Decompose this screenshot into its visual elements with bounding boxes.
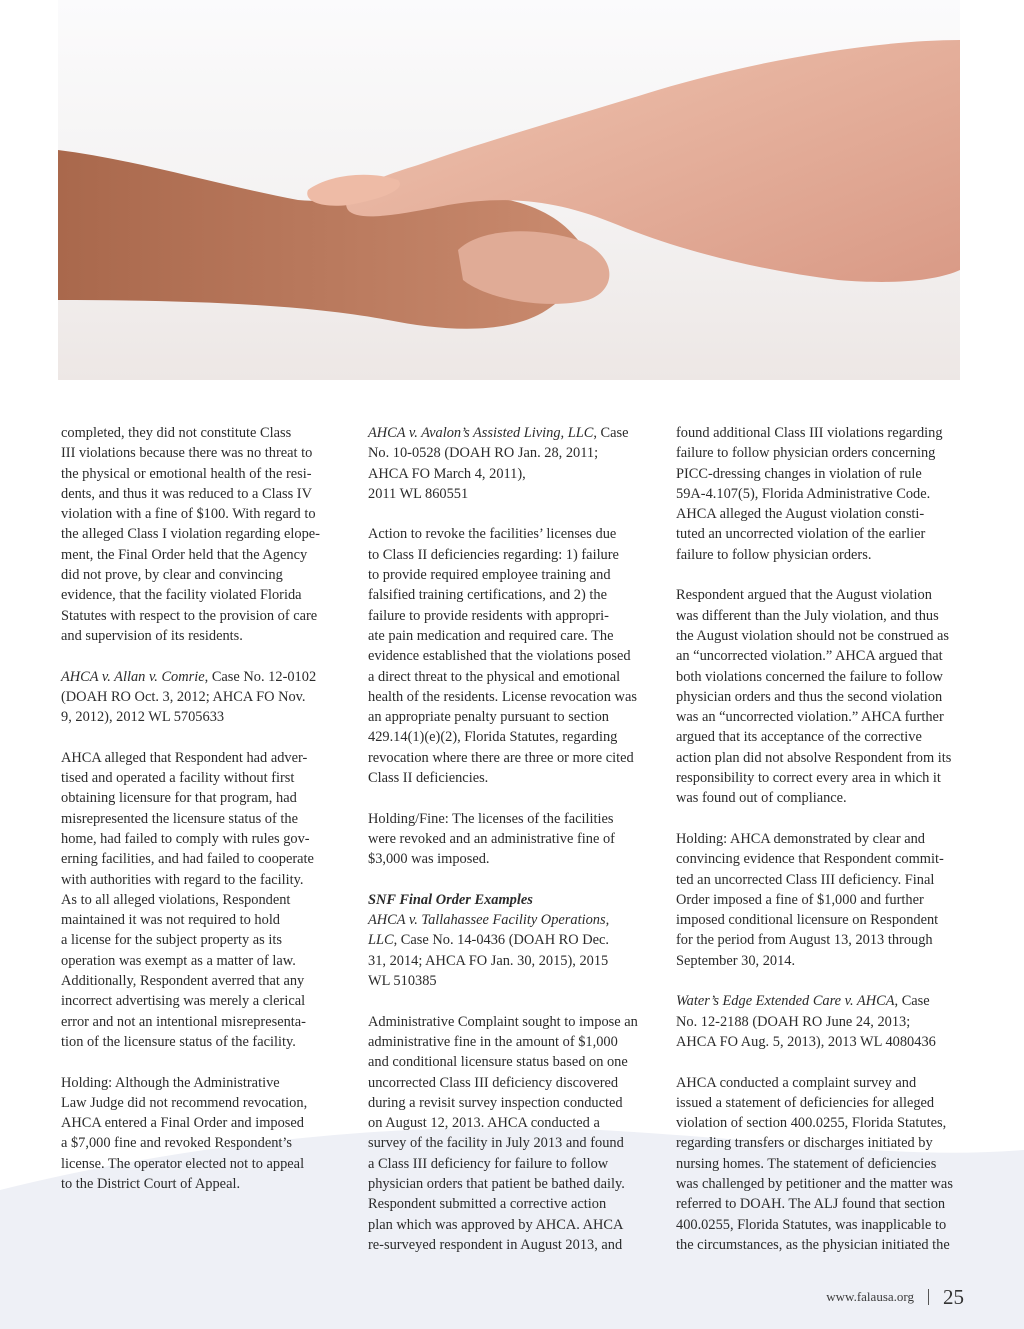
paragraph	[676, 423, 976, 565]
text-line: on August 12, 2013. AHCA conducted a	[368, 1115, 600, 1132]
text-line: referred to DOAH. The ALJ found that section	[676, 1196, 946, 1213]
text-line: Respondent argued that the August violation	[676, 587, 932, 604]
text-line: operation was exempt as a matter of law.	[61, 952, 296, 969]
case-citation	[368, 890, 668, 991]
text-line: the circumstances, as the physician initiated the	[676, 1236, 950, 1253]
text-line: Administrative Complaint sought to impose an	[368, 1013, 638, 1030]
text-line: ted an uncorrected Class III deficiency. Final	[676, 871, 935, 888]
text-line: regarding transfers or discharges initiated by	[676, 1135, 933, 1152]
text-fragment: , Case	[894, 993, 930, 1010]
text-fragment: , Case	[593, 425, 629, 441]
text-line: tised and operated a facility without first	[61, 770, 295, 787]
case-name: LLC	[368, 932, 394, 949]
text-line: 429.14(1)(e)(2), Florida Statutes, regarding	[368, 729, 618, 746]
text-line: convincing evidence that Respondent commit-	[676, 851, 944, 868]
text-line	[61, 667, 361, 687]
text-line: No. 10-0528 (DOAH RO Jan. 28, 2011;	[368, 445, 599, 462]
text-line: Order imposed a fine of $1,000 and further	[676, 891, 924, 908]
footer-divider	[928, 1289, 929, 1305]
text-line: issued a statement of deficiencies for alleged	[676, 1094, 935, 1111]
text-line: As to all alleged violations, Respondent	[61, 891, 291, 908]
text-line: during a revisit survey inspection conducted	[368, 1094, 623, 1111]
text-line: AHCA alleged the August violation consti-	[676, 506, 925, 523]
text-line: error and not an intentional misrepresenta-	[61, 1013, 306, 1030]
text-line: maintained it was not required to hold	[61, 912, 281, 929]
text-line: Holding: AHCA demonstrated by clear and	[676, 830, 925, 847]
text-line: both violations concerned the failure to follow	[676, 668, 943, 685]
text-line: the August violation should not be construed as	[676, 627, 949, 644]
text-line: administrative fine in the amount of $1,000	[368, 1033, 618, 1050]
text-line: Statutes with respect to the provision of care	[61, 607, 318, 624]
text-line: No. 12-2188 (DOAH RO June 24, 2013;	[676, 1013, 911, 1030]
text-line: re-surveyed respondent in August 2013, and	[368, 1236, 623, 1253]
text-line: failure to provide residents with appropri-	[368, 607, 609, 624]
text-line: survey of the facility in July 2013 and found	[368, 1135, 624, 1152]
text-line: physician orders and thus the second violation	[676, 688, 943, 705]
text-line: falsified training certifications, and 2) the	[368, 587, 607, 604]
page-number: 25	[943, 1284, 964, 1309]
text-line: tuted an uncorrected violation of the earlier	[676, 526, 926, 543]
text-line: AHCA alleged that Respondent had adver-	[61, 749, 308, 766]
text-line: action plan did not absolve Respondent from its	[676, 749, 952, 766]
text-line: a direct threat to the physical and emotional	[368, 668, 621, 685]
case-name: AHCA v. Tallahassee Facility Operations,	[368, 912, 610, 929]
text-line: Class II deficiencies.	[368, 770, 489, 787]
text-line: and supervision of its residents.	[61, 627, 243, 644]
text-line: imposed conditional licensure on Respondent	[676, 912, 939, 929]
case-citation	[676, 991, 976, 1052]
text-line	[368, 423, 668, 443]
text-line: obtaining licensure for that program, had	[61, 790, 297, 807]
text-line: and conditional licensure status based on one	[368, 1054, 628, 1071]
text-line: $3,000 was imposed.	[368, 851, 490, 868]
text-line: did not prove, by clear and convincing	[61, 567, 283, 584]
text-line: AHCA entered a Final Order and imposed	[61, 1115, 304, 1132]
text-line: ate pain medication and required care. The	[368, 627, 614, 644]
text-line: was an “uncorrected violation.” AHCA further	[676, 709, 944, 726]
text-line: license. The operator elected not to appeal	[61, 1155, 305, 1172]
text-line: dents, and thus it was reduced to a Class IV	[61, 485, 312, 502]
text-line: was challenged by petitioner and the matter was	[676, 1175, 953, 1192]
text-line: failure to follow physician orders concerning	[676, 445, 936, 462]
hands-photo	[58, 0, 960, 380]
case-citation	[368, 423, 668, 504]
text-line: a license for the subject property as its	[61, 932, 282, 949]
text-line: AHCA FO March 4, 2011),	[368, 465, 526, 482]
text-fragment: , Case No. 12-0102	[204, 668, 317, 685]
text-line: completed, they did not constitute Class	[61, 425, 292, 441]
text-line: to provide required employee training and	[368, 567, 611, 584]
text-line: revocation where there are three or more cited	[368, 749, 634, 766]
case-name: Water’s Edge Extended Care v. AHCA	[676, 993, 895, 1010]
text-line: uncorrected Class III deficiency discovered	[368, 1074, 619, 1091]
text-line: Action to revoke the facilities’ licenses due	[368, 526, 617, 543]
text-line: health of the residents. License revocation was	[368, 688, 637, 705]
text-line: evidence established that the violations posed	[368, 648, 631, 665]
text-line: found additional Class III violations regarding	[676, 425, 943, 441]
paragraph	[368, 1012, 668, 1256]
text-line: Respondent submitted a corrective action	[368, 1196, 607, 1213]
text-line: Holding/Fine: The licenses of the facilities	[368, 810, 614, 827]
text-line: were revoked and an administrative fine of	[368, 830, 615, 847]
text-line: was different than the July violation, and thus	[676, 607, 939, 624]
text-line: AHCA FO Aug. 5, 2013), 2013 WL 4080436	[676, 1033, 936, 1050]
text-line: (DOAH RO Oct. 3, 2012; AHCA FO Nov.	[61, 688, 306, 705]
text-line: violation with a fine of $100. With regard to	[61, 506, 316, 523]
text-line: with authorities with regard to the facility.	[61, 871, 304, 888]
text-line: nursing homes. The statement of deficiencies	[676, 1155, 937, 1172]
case-name: AHCA v. Avalon’s Assisted Living, LLC	[368, 425, 594, 441]
paragraph	[61, 1073, 361, 1195]
paragraph	[676, 1073, 976, 1256]
text-line: physician orders that patient be bathed daily.	[368, 1175, 625, 1192]
text-line: Law Judge did not recommend revocation,	[61, 1094, 308, 1111]
text-line: 2011 WL 860551	[368, 485, 469, 502]
page-footer	[826, 1282, 964, 1312]
text-line: the physical or emotional health of the resi-	[61, 465, 312, 482]
text-line: an appropriate penalty pursuant to section	[368, 709, 609, 726]
text-line: Additionally, Respondent averred that any	[61, 973, 305, 990]
text-line: failure to follow physician orders.	[676, 546, 872, 563]
text-line: 9, 2012), 2012 WL 5705633	[61, 709, 225, 726]
text-line: 59A-4.107(5), Florida Administrative Code.	[676, 485, 931, 502]
text-line: Holding: Although the Administrative	[61, 1074, 280, 1091]
text-line: a Class III deficiency for failure to follow	[368, 1155, 609, 1172]
text-line: a $7,000 fine and revoked Respondent’s	[61, 1135, 292, 1152]
text-line	[676, 991, 976, 1011]
text-line: ment, the Final Order held that the Agency	[61, 546, 308, 563]
text-line: responsibility to correct every area in which it	[676, 770, 941, 787]
text-column-2	[368, 423, 668, 1275]
text-line: September 30, 2014.	[676, 952, 796, 969]
text-line: AHCA conducted a complaint survey and	[676, 1074, 917, 1091]
case-citation	[61, 667, 361, 728]
text-line: misrepresented the licensure status of the	[61, 810, 298, 827]
paragraph	[61, 423, 361, 646]
text-line: WL 510385	[368, 973, 437, 990]
paragraph	[368, 524, 668, 788]
text-column-1	[61, 423, 361, 1215]
text-line: an “uncorrected violation.” AHCA argued that	[676, 648, 943, 665]
section-heading: SNF Final Order Examples	[368, 891, 533, 908]
text-line: argued that its acceptance of the corrective	[676, 729, 922, 746]
paragraph	[368, 809, 668, 870]
text-line: the alleged Class I violation regarding elope-	[61, 526, 320, 543]
text-line: was found out of compliance.	[676, 790, 847, 807]
text-line: tion of the licensure status of the facility.	[61, 1033, 296, 1050]
hands-illustration	[58, 0, 960, 380]
text-line: III violations because there was no threat to	[61, 445, 313, 462]
website-url[interactable]: www.falausa.org	[826, 1289, 914, 1304]
paragraph	[676, 829, 976, 971]
text-fragment: , Case No. 14-0436 (DOAH RO Dec.	[393, 932, 610, 949]
paragraph	[676, 585, 976, 808]
text-line: violation of section 400.0255, Florida Statutes,	[676, 1115, 947, 1132]
paragraph	[61, 748, 361, 1052]
text-line: to the District Court of Appeal.	[61, 1175, 241, 1192]
text-line: evidence, that the facility violated Florida	[61, 587, 302, 604]
text-line: incorrect advertising was merely a clerical	[61, 993, 306, 1010]
text-line: erning facilities, and had failed to cooperate	[61, 851, 314, 868]
text-line: plan which was approved by AHCA. AHCA	[368, 1216, 624, 1233]
text-line: 31, 2014; AHCA FO Jan. 30, 2015), 2015	[368, 952, 609, 969]
text-line: to Class II deficiencies regarding: 1) failure	[368, 546, 619, 563]
text-line: home, had failed to comply with rules gov-	[61, 830, 310, 847]
text-line	[368, 930, 668, 950]
text-line: PICC-dressing changes in violation of rule	[676, 465, 922, 482]
text-line: for the period from August 13, 2013 through	[676, 932, 933, 949]
case-name: AHCA v. Allan v. Comrie	[61, 668, 205, 685]
text-column-3	[676, 423, 976, 1275]
text-line: 400.0255, Florida Statutes, was inapplicable to	[676, 1216, 947, 1233]
